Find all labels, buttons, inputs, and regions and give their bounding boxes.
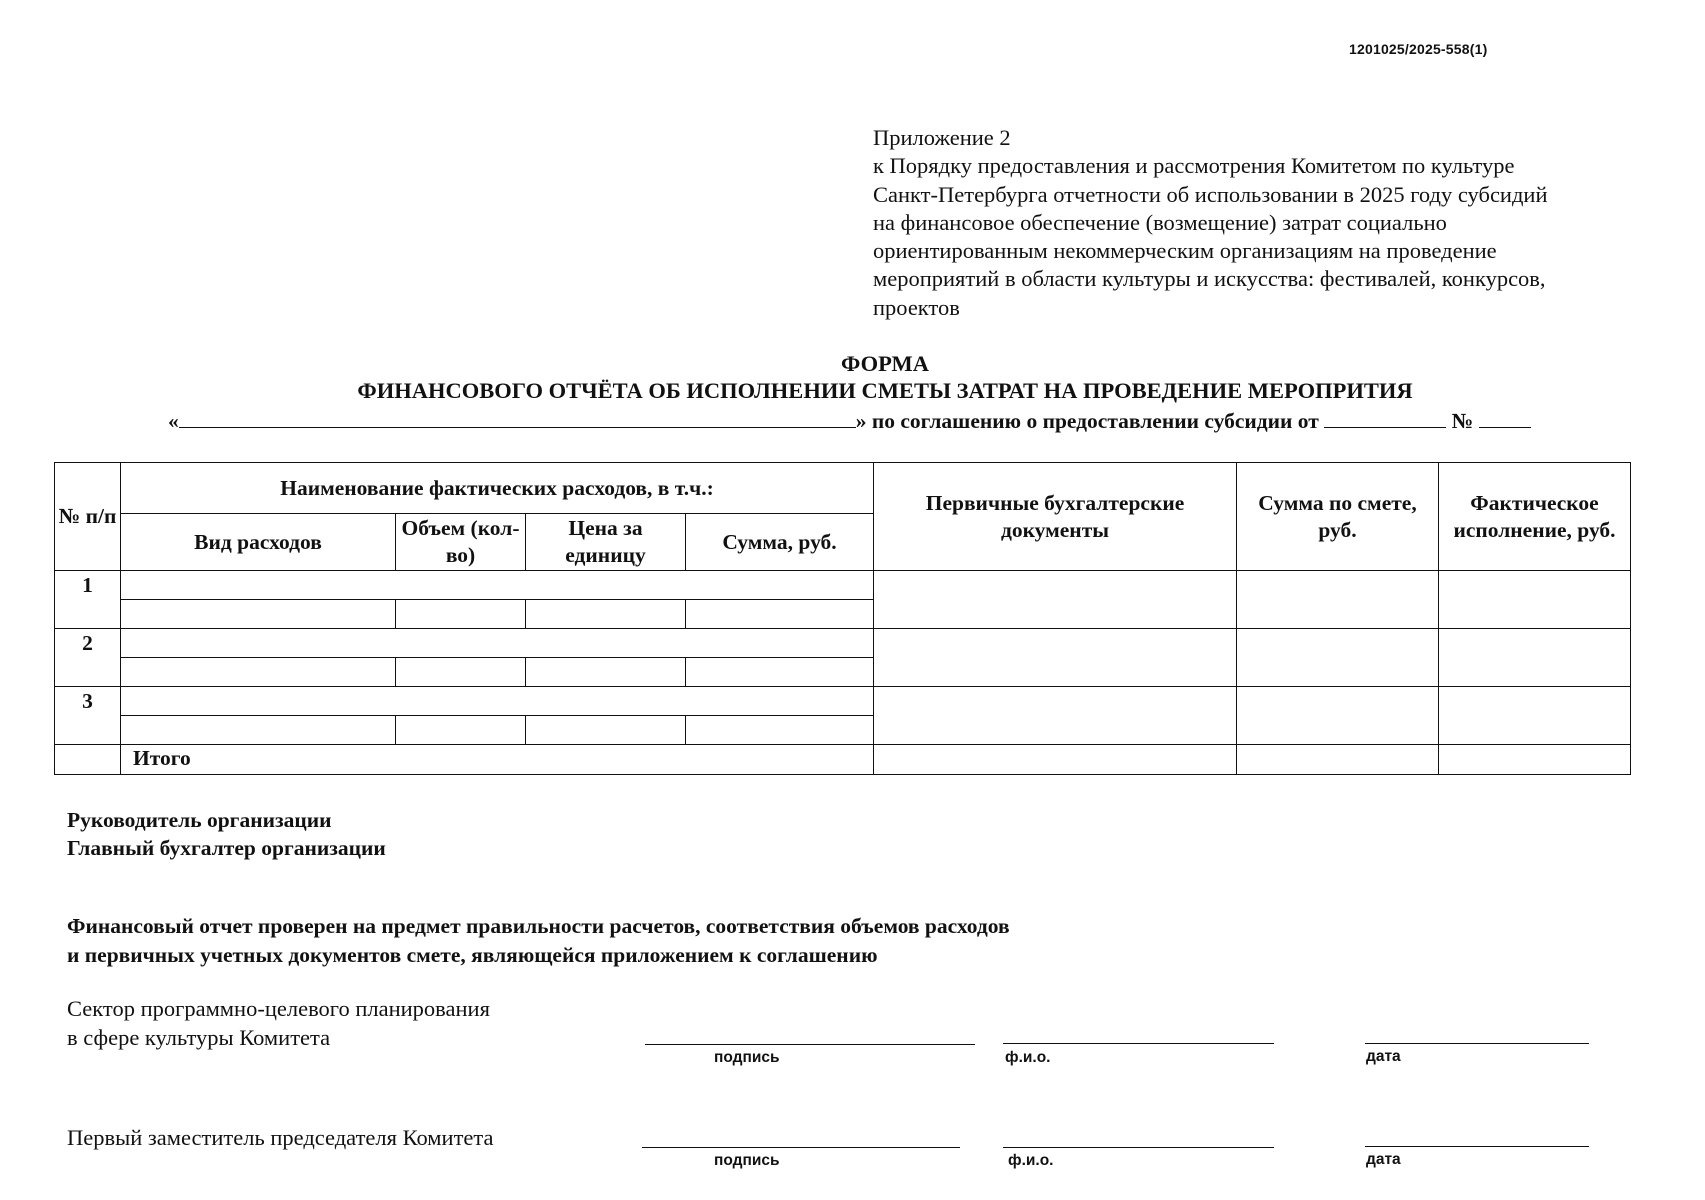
estimate-sum-cell[interactable] bbox=[1237, 629, 1439, 687]
appendix-line: Приложение 2 bbox=[873, 125, 1011, 150]
verification-line: и первичных учетных документов смете, являющейся приложением к соглашению bbox=[67, 943, 878, 967]
expense-name-cell[interactable] bbox=[121, 687, 874, 716]
expense-kind-cell[interactable] bbox=[121, 716, 396, 745]
expense-kind-cell[interactable] bbox=[121, 658, 396, 687]
volume-cell[interactable] bbox=[396, 658, 526, 687]
appendix-note bbox=[873, 124, 1673, 322]
expense-kind-cell[interactable] bbox=[121, 600, 396, 629]
sector-name-line: в сфере культуры Комитета bbox=[67, 1025, 331, 1050]
header-primary-docs: Первичные бухгалтерские документы bbox=[874, 463, 1237, 571]
estimate-sum-cell[interactable] bbox=[1237, 687, 1439, 745]
unit-price-cell[interactable] bbox=[526, 658, 686, 687]
fio-line[interactable] bbox=[1003, 1147, 1274, 1148]
agreement-number-blank[interactable] bbox=[1479, 407, 1531, 428]
appendix-line: проектов bbox=[873, 294, 960, 320]
agreement-text: » по соглашению о предоставлении субсидии от bbox=[855, 409, 1319, 433]
appendix-line: ориентированным некоммерческим организациям на проведение bbox=[873, 238, 1497, 264]
sum-cell[interactable] bbox=[686, 716, 874, 745]
header-num: № п/п bbox=[55, 463, 121, 571]
form-title: ФОРМА bbox=[841, 351, 929, 376]
date-line[interactable] bbox=[1365, 1043, 1589, 1044]
event-name-blank[interactable] bbox=[179, 407, 856, 428]
row-number: 2 bbox=[55, 629, 121, 687]
verification-statement bbox=[67, 912, 1010, 970]
appendix-line: мероприятий в области культуры и искусства: фестивалей, конкурсов, bbox=[873, 266, 1546, 292]
date-line[interactable] bbox=[1365, 1146, 1589, 1147]
actual-cell[interactable] bbox=[1439, 687, 1631, 745]
unit-price-cell[interactable] bbox=[526, 716, 686, 745]
volume-cell[interactable] bbox=[396, 600, 526, 629]
financial-report-table bbox=[54, 462, 1631, 775]
date-caption: дата bbox=[1366, 1048, 1401, 1065]
sector-name bbox=[67, 994, 490, 1052]
sum-cell[interactable] bbox=[686, 600, 874, 629]
agreement-date-blank[interactable] bbox=[1324, 407, 1446, 428]
sector-name-line: Сектор программно-целевого планирования bbox=[67, 996, 490, 1021]
verification-line: Финансовый отчет проверен на предмет правильности расчетов, соответствия объемов расходов bbox=[67, 914, 1010, 938]
primary-docs-cell[interactable] bbox=[874, 571, 1237, 629]
header-estimate-sum: Сумма по смете, руб. bbox=[1237, 463, 1439, 571]
actual-cell[interactable] bbox=[1439, 571, 1631, 629]
total-label: Итого bbox=[121, 745, 874, 775]
number-sign: № bbox=[1451, 409, 1474, 433]
primary-docs-cell[interactable] bbox=[874, 629, 1237, 687]
actual-cell[interactable] bbox=[1439, 629, 1631, 687]
chief-accountant-label: Главный бухгалтер организации bbox=[67, 836, 386, 860]
row-number: 1 bbox=[55, 571, 121, 629]
date-caption: дата bbox=[1366, 1151, 1401, 1168]
total-docs-cell[interactable] bbox=[874, 745, 1237, 775]
open-quote: « bbox=[168, 409, 179, 433]
header-unit-price: Цена за единицу bbox=[526, 514, 686, 571]
header-expenses-group: Наименование фактических расходов, в т.ч.: bbox=[121, 463, 874, 514]
signature-line[interactable] bbox=[645, 1044, 975, 1045]
fio-line[interactable] bbox=[1003, 1043, 1274, 1044]
appendix-line: к Порядку предоставления и рассмотрения Комитетом по культуре bbox=[873, 153, 1515, 179]
fio-caption: ф.и.о. bbox=[1008, 1152, 1054, 1169]
header-sum: Сумма, руб. bbox=[686, 514, 874, 571]
signature-line[interactable] bbox=[642, 1147, 960, 1148]
event-agreement-line bbox=[168, 407, 1531, 434]
total-estimate-cell[interactable] bbox=[1237, 745, 1439, 775]
document-id: 1201025/2025-558(1) bbox=[1349, 41, 1488, 57]
total-num-cell bbox=[55, 745, 121, 775]
expense-name-cell[interactable] bbox=[121, 629, 874, 658]
unit-price-cell[interactable] bbox=[526, 600, 686, 629]
volume-cell[interactable] bbox=[396, 716, 526, 745]
estimate-sum-cell[interactable] bbox=[1237, 571, 1439, 629]
total-actual-cell[interactable] bbox=[1439, 745, 1631, 775]
sum-cell[interactable] bbox=[686, 658, 874, 687]
header-volume: Объем (кол-во) bbox=[396, 514, 526, 571]
header-expense-kind: Вид расходов bbox=[121, 514, 396, 571]
form-subtitle: ФИНАНСОВОГО ОТЧЁТА ОБ ИСПОЛНЕНИИ СМЕТЫ ЗАТРАТ НА ПРОВЕДЕНИЕ МЕРОПРИТИЯ bbox=[357, 378, 1413, 403]
primary-docs-cell[interactable] bbox=[874, 687, 1237, 745]
deputy-chairman-name: Первый заместитель председателя Комитета bbox=[67, 1125, 494, 1150]
appendix-line: на финансовое обеспечение (возмещение) затрат социально bbox=[873, 209, 1447, 235]
header-actual: Фактическое исполнение, руб. bbox=[1439, 463, 1631, 571]
row-number: 3 bbox=[55, 687, 121, 745]
fio-caption: ф.и.о. bbox=[1005, 1049, 1051, 1066]
appendix-line: Санкт-Петербурга отчетности об использовании в 2025 году субсидий bbox=[873, 181, 1548, 207]
expense-name-cell[interactable] bbox=[121, 571, 874, 600]
org-head-label: Руководитель организации bbox=[67, 808, 332, 832]
signature-caption: подпись bbox=[714, 1152, 780, 1169]
signature-caption: подпись bbox=[714, 1049, 780, 1066]
